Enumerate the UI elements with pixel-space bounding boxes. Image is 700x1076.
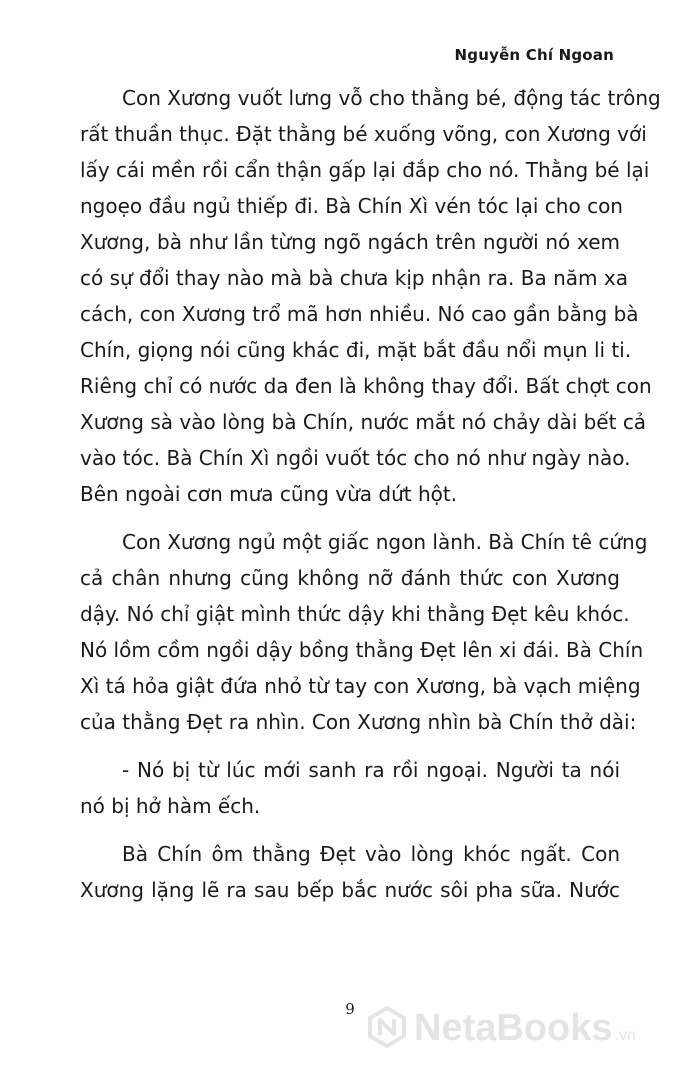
text-line: dậy. Nó chỉ giật mình thức dậy khi thằng Đẹt kêu khóc. (80, 602, 630, 626)
text-line: lấy cái mền rồi cẩn thận gấp lại đắp cho nó. Thằng bé lại (80, 158, 650, 182)
text-line: Riêng chỉ có nước da đen là không thay đổi. Bất chợt con (80, 374, 652, 398)
text-line: cả chân nhưng cũng không nỡ đánh thức con Xương (80, 566, 620, 590)
running-header-author: Nguyễn Chí Ngoan (454, 46, 614, 64)
netabooks-logo-icon (366, 1006, 408, 1048)
text-line: cách, con Xương trổ mã hơn nhiều. Nó cao gần bằng bà (80, 302, 639, 326)
text-line: Bà Chín ôm thằng Đẹt vào lòng khóc ngất. Con (122, 842, 620, 866)
text-line: Con Xương vuốt lưng vỗ cho thằng bé, động tác trông (122, 86, 661, 110)
watermark (366, 1008, 636, 1048)
text-line: rất thuần thục. Đặt thằng bé xuống võng, con Xương với (80, 122, 647, 146)
dialogue-line: nó bị hở hàm ếch. (80, 794, 261, 818)
text-line: Xì tá hỏa giật đứa nhỏ từ tay con Xương, bà vạch miệng (80, 674, 641, 698)
text-line: Con Xương ngủ một giấc ngon lành. Bà Chín tê cứng (122, 530, 648, 554)
text-line: ngoẹo đầu ngủ thiếp đi. Bà Chín Xì vén tóc lại cho con (80, 194, 623, 218)
text-line: Xương sà vào lòng bà Chín, nước mắt nó chảy dài bết cả (80, 410, 647, 434)
text-line: có sự đổi thay nào mà bà chưa kịp nhận ra. Ba năm xa (80, 266, 628, 290)
text-line: vào tóc. Bà Chín Xì ngồi vuốt tóc cho nó như ngày nào. (80, 446, 631, 470)
text-line: Bên ngoài cơn mưa cũng vừa dứt hột. (80, 482, 458, 506)
watermark-suffix: .vn (614, 1027, 636, 1044)
text-line: của thằng Đẹt ra nhìn. Con Xương nhìn bà Chín thở dài: (80, 710, 637, 734)
dialogue-line: - Nó bị từ lúc mới sanh ra rồi ngoại. Người ta nói (122, 758, 620, 782)
text-line: Nó lồm cồm ngồi dậy bồng thằng Đẹt lên xi đái. Bà Chín (80, 638, 644, 662)
text-line: Chín, giọng nói cũng khác đi, mặt bắt đầu nổi mụn li ti. (80, 338, 632, 362)
text-line: Xương, bà như lần từng ngõ ngách trên người nó xem (80, 230, 620, 254)
page-number: 9 (345, 1000, 355, 1018)
text-line: Xương lặng lẽ ra sau bếp bắc nước sôi pha sữa. Nước (80, 878, 620, 902)
watermark-text: NetaBooks (414, 1007, 613, 1049)
